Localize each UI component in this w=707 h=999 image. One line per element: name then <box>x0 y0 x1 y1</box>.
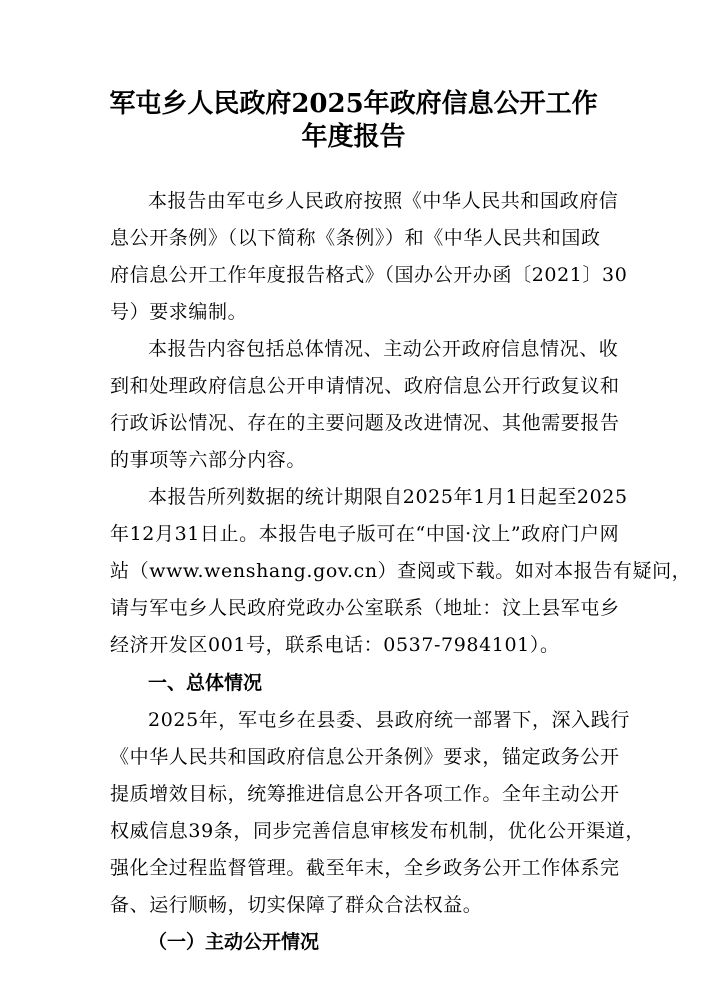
paragraph-2-line-4: 的事项等六部分内容。 <box>110 449 307 471</box>
paragraph-3-line-1: 本报告所列数据的统计期限自2025年1月1日起至2025 <box>148 486 628 508</box>
paragraph-3-line-2: 年12月31日止。本报告电子版可在“中国·汶上”政府门户网 <box>110 523 620 545</box>
paragraph-1-line-1: 本报告由军屯乡人民政府按照《中华人民共和国政府信 <box>148 190 619 212</box>
subsection-heading-proactive-disclosure: （一）主动公开情况 <box>148 931 320 953</box>
paragraph-3-line-3: 站（www.wenshang.gov.cn）查阅或下载。如对本报告有疑问， <box>110 560 692 582</box>
section-1-line-5: 强化全过程监督管理。截至年末，全乡政务公开工作体系完 <box>110 857 620 879</box>
section-heading-overview: 一、总体情况 <box>148 672 263 694</box>
paragraph-3-line-4: 请与军屯乡人民政府党政办公室联系（地址：汶上县军屯乡 <box>110 597 620 619</box>
paragraph-1-line-4: 号）要求编制。 <box>110 301 248 323</box>
section-1-line-1: 2025年，军屯乡在县委、县政府统一部署下，深入践行 <box>148 709 630 731</box>
paragraph-3-line-5: 经济开发区001号，联系电话：0537-7984101）。 <box>110 634 560 656</box>
paragraph-2-line-3: 行政诉讼情况、存在的主要问题及改进情况、其他需要报告 <box>110 412 620 434</box>
paragraph-2-line-1: 本报告内容包括总体情况、主动公开政府信息情况、收 <box>148 338 619 360</box>
paragraph-1-line-3: 府信息公开工作年度报告格式》（国办公开办函〔2021〕30 <box>110 264 628 286</box>
section-1-line-4: 权威信息39条，同步完善信息审核发布机制，优化公开渠道， <box>110 820 645 842</box>
document-title-line-1: 军屯乡人民政府2025年政府信息公开工作 <box>109 89 598 119</box>
section-1-line-2: 《中华人民共和国政府信息公开条例》要求，锚定政务公开 <box>110 746 620 768</box>
section-1-line-6: 备、运行顺畅，切实保障了群众合法权益。 <box>110 894 483 916</box>
paragraph-1-line-2: 息公开条例》（以下简称《条例》）和《中华人民共和国政 <box>110 227 601 249</box>
section-1-line-3: 提质增效目标，统筹推进信息公开各项工作。全年主动公开 <box>110 783 620 805</box>
paragraph-2-line-2: 到和处理政府信息公开申请情况、政府信息公开行政复议和 <box>110 375 620 397</box>
document-title-line-2: 年度报告 <box>301 122 406 152</box>
